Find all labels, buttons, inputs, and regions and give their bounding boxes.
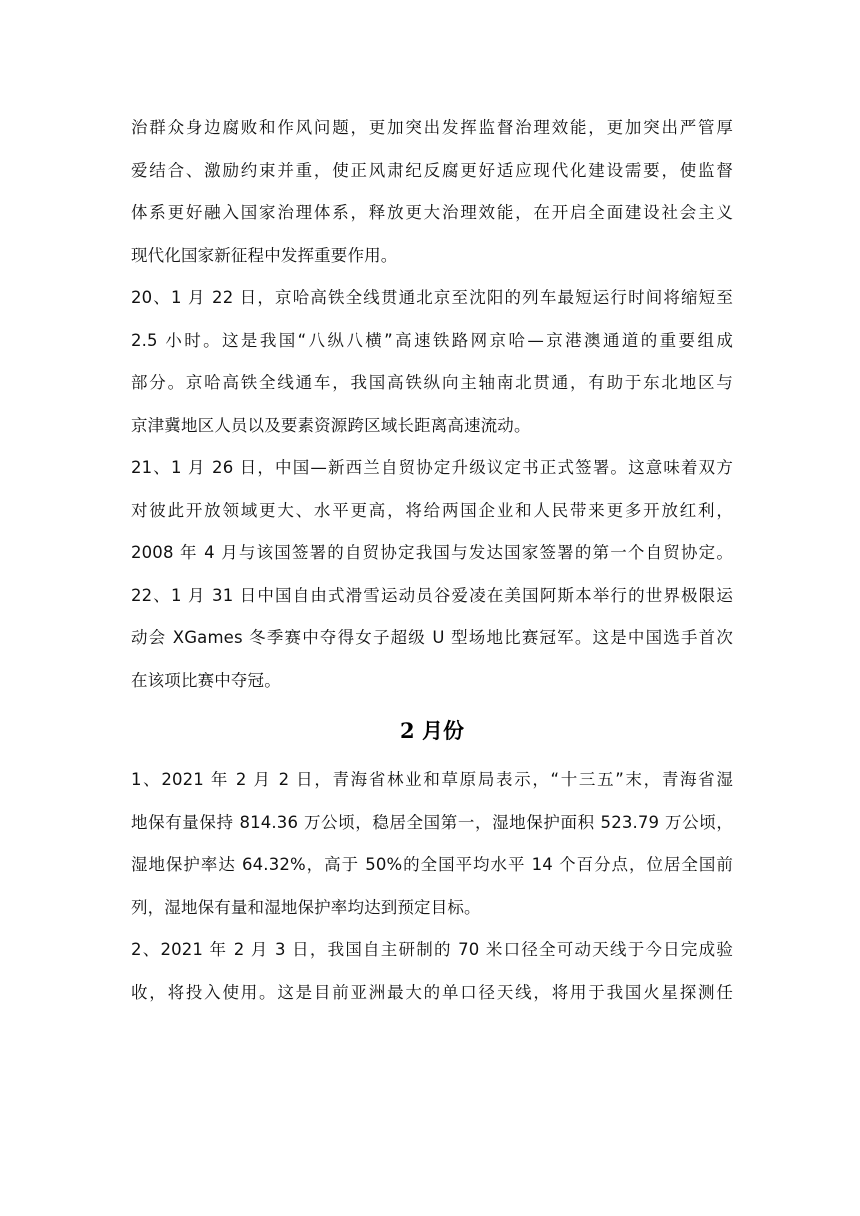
paragraph-line: 湿地保护率达 64.32%，高于 50%的全国平均水平 14 个百分点，位居全国前 xyxy=(131,855,733,874)
paragraph-line: 22、1 月 31 日中国自由式滑雪运动员谷爱凌在美国阿斯本举行的世界极限运 xyxy=(131,585,733,605)
paragraph-line: 京津冀地区人员以及要素资源跨区域长距离高速流动。 xyxy=(131,415,531,435)
paragraph-line: 2008 年 4 月与该国签署的自贸协定我国与发达国家签署的第一个自贸协定。 xyxy=(131,543,733,562)
section-heading: 2 月份 xyxy=(400,718,464,743)
paragraph-line: 21、1 月 26 日，中国—新西兰自贸协定升级议定书正式签署。这意味着双方 xyxy=(131,458,733,477)
paragraph-line: 体系更好融入国家治理体系，释放更大治理效能，在开启全面建设社会主义 xyxy=(131,203,733,222)
paragraph-line: 收，将投入使用。这是目前亚洲最大的单口径天线，将用于我国火星探测任 xyxy=(131,982,733,1002)
paragraph-line: 动会 XGames 冬季赛中夺得女子超级 U 型场地比赛冠军。这是中国选手首次 xyxy=(131,628,733,647)
paragraph-line: 现代化国家新征程中发挥重要作用。 xyxy=(131,245,398,265)
paragraph-line: 20、1 月 22 日，京哈高铁全线贯通北京至沈阳的列车最短运行时间将缩短至 xyxy=(131,288,733,307)
paragraph-line: 对彼此开放领域更大、水平更高，将给两国企业和人民带来更多开放红利， xyxy=(131,500,733,520)
paragraph-line: 2.5 小时。这是我国“八纵八横”高速铁路网京哈—京港澳通道的重要组成 xyxy=(131,330,733,350)
paragraph-line: 地保有量保持 814.36 万公顷，稳居全国第一，湿地保护面积 523.79 万公顷， xyxy=(131,812,733,832)
paragraph-line: 治群众身边腐败和作风问题，更加突出发挥监督治理效能，更加突出严管厚 xyxy=(131,118,733,137)
paragraph-line: 部分。京哈高铁全线通车，我国高铁纵向主轴南北贯通，有助于东北地区与 xyxy=(131,373,733,392)
paragraph-line: 列，湿地保有量和湿地保护率均达到预定目标。 xyxy=(131,897,481,917)
paragraph-line: 爱结合、激励约束并重，使正风肃纪反腐更好适应现代化建设需要，使监督 xyxy=(131,160,733,180)
paragraph-line: 2、2021 年 2 月 3 日，我国自主研制的 70 米口径全可动天线于今日完成验 xyxy=(131,940,733,959)
document-body xyxy=(131,107,733,1014)
paragraph-line: 1、2021 年 2 月 2 日，青海省林业和草原局表示，“十三五”末，青海省湿 xyxy=(131,770,733,789)
paragraph-line: 在该项比赛中夺冠。 xyxy=(131,670,281,690)
